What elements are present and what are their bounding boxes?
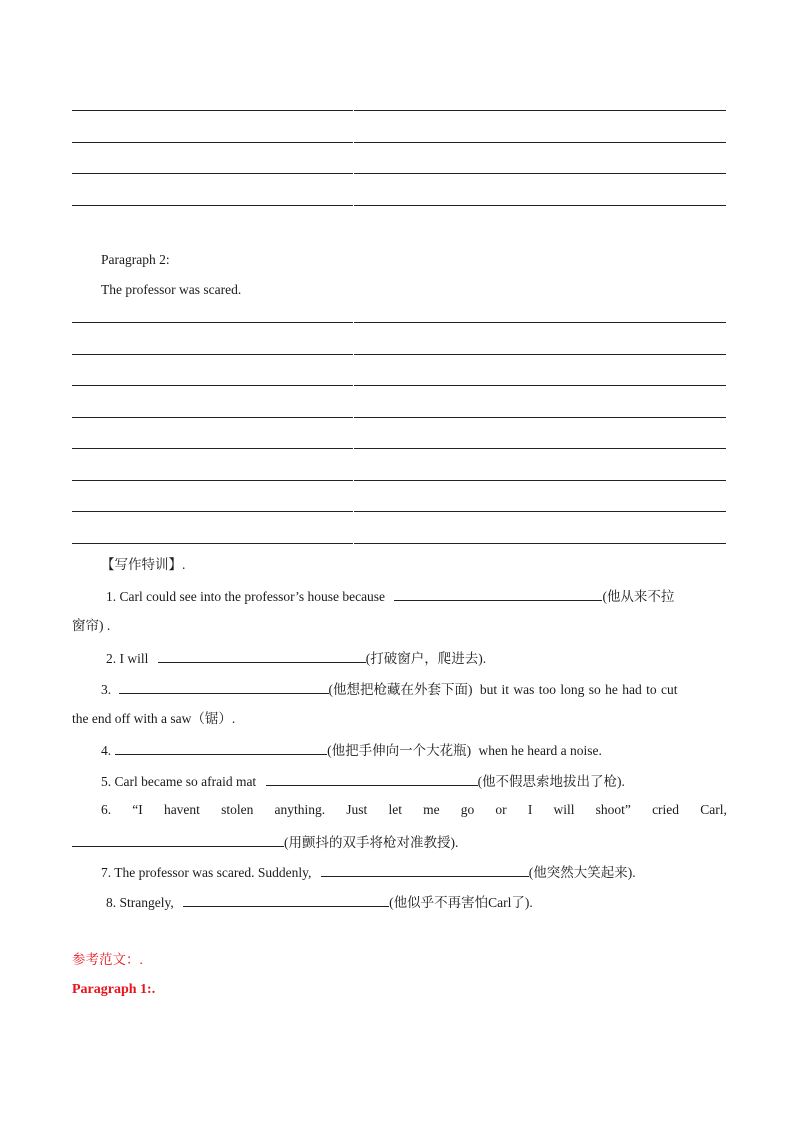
exercise-word: Just xyxy=(346,802,368,817)
writing-line[interactable] xyxy=(72,205,726,206)
training-heading: 【写作特训】. xyxy=(101,557,186,572)
writing-line[interactable] xyxy=(72,417,726,418)
exercise-number: 6. xyxy=(101,802,112,817)
answer-blank[interactable] xyxy=(72,832,284,847)
exercise-hint: (他从来不拉 xyxy=(602,589,675,604)
exercise-3 xyxy=(101,679,727,699)
writing-line[interactable] xyxy=(72,385,726,386)
exercise-text: I will xyxy=(119,651,149,666)
answer-blank[interactable] xyxy=(394,586,602,601)
exercise-word: or xyxy=(495,802,507,817)
writing-line[interactable] xyxy=(72,448,726,449)
exercise-word: anything. xyxy=(274,802,326,817)
answer-blank[interactable] xyxy=(321,862,529,877)
exercise-word: havent xyxy=(163,802,200,817)
exercise-text: but it was too long so he had to cut xyxy=(479,682,678,697)
writing-line[interactable] xyxy=(72,543,726,544)
exercise-number: 8. xyxy=(106,895,117,910)
exercise-hint: (他不假思索地拔出了枪). xyxy=(477,774,625,789)
writing-line[interactable] xyxy=(72,480,726,481)
exercise-text: when he heard a noise. xyxy=(478,743,602,758)
exercise-word: “I xyxy=(132,802,143,817)
answer-blank[interactable] xyxy=(266,771,478,786)
writing-line[interactable] xyxy=(72,511,726,512)
writing-line[interactable] xyxy=(72,110,726,111)
exercise-number: 3. xyxy=(101,682,112,697)
exercise-text: Strangely, xyxy=(119,895,174,910)
exercise-hint: (他似乎不再害怕Carl了). xyxy=(389,895,533,910)
reference-paragraph-1-label: Paragraph 1:. xyxy=(72,982,156,997)
exercise-number: 1. xyxy=(106,589,117,604)
exercise-number: 7. xyxy=(101,865,112,880)
exercise-number: 5. xyxy=(101,774,112,789)
exercise-text: The professor was scared. Suddenly, xyxy=(114,865,312,880)
exercise-word: me xyxy=(423,802,440,817)
exercise-hint: (用颤抖的双手将枪对准教授). xyxy=(284,835,459,850)
exercise-3-continuation: the end off with a saw（锯）. xyxy=(72,711,236,726)
exercise-hint: (打破窗户，爬进去). xyxy=(365,651,487,666)
exercise-number: 4. xyxy=(101,743,112,758)
exercise-8 xyxy=(106,892,533,912)
answer-blank[interactable] xyxy=(119,679,329,694)
exercise-word: go xyxy=(460,802,475,817)
exercise-text: Carl could see into the professor’s house because xyxy=(119,589,386,604)
reference-label: 参考范文：. xyxy=(72,952,143,967)
exercise-word: cried xyxy=(652,802,680,817)
exercise-6 xyxy=(101,801,727,819)
writing-line[interactable] xyxy=(72,354,726,355)
writing-line[interactable] xyxy=(72,142,726,143)
paragraph-2-opening: The professor was scared. xyxy=(101,282,242,297)
writing-line[interactable] xyxy=(72,173,726,174)
exercise-text: Carl became so afraid mat xyxy=(114,774,257,789)
exercise-1 xyxy=(106,586,674,606)
answer-blank[interactable] xyxy=(183,892,389,907)
answer-blank[interactable] xyxy=(115,740,327,755)
exercise-5 xyxy=(101,771,625,791)
exercise-word: shoot” xyxy=(595,802,631,817)
exercise-word: Carl, xyxy=(700,802,727,817)
exercise-hint: (他突然大笑起来). xyxy=(528,865,636,880)
answer-blank[interactable] xyxy=(158,648,366,663)
exercise-1-continuation: 窗帘) . xyxy=(72,618,111,633)
exercise-word: I xyxy=(527,802,533,817)
exercise-word: will xyxy=(553,802,575,817)
paragraph-2-label: Paragraph 2: xyxy=(101,252,170,267)
exercise-2 xyxy=(106,648,486,668)
exercise-7 xyxy=(101,862,636,882)
exercise-6-continuation xyxy=(72,832,458,852)
exercise-word: let xyxy=(388,802,402,817)
exercise-number: 2. xyxy=(106,651,117,666)
exercise-word: stolen xyxy=(221,802,254,817)
exercise-hint: (他想把枪藏在外套下面) xyxy=(328,682,473,697)
exercise-hint: (他把手伸向一个大花瓶) xyxy=(327,743,472,758)
exercise-4 xyxy=(101,740,602,760)
writing-line[interactable] xyxy=(72,322,726,323)
